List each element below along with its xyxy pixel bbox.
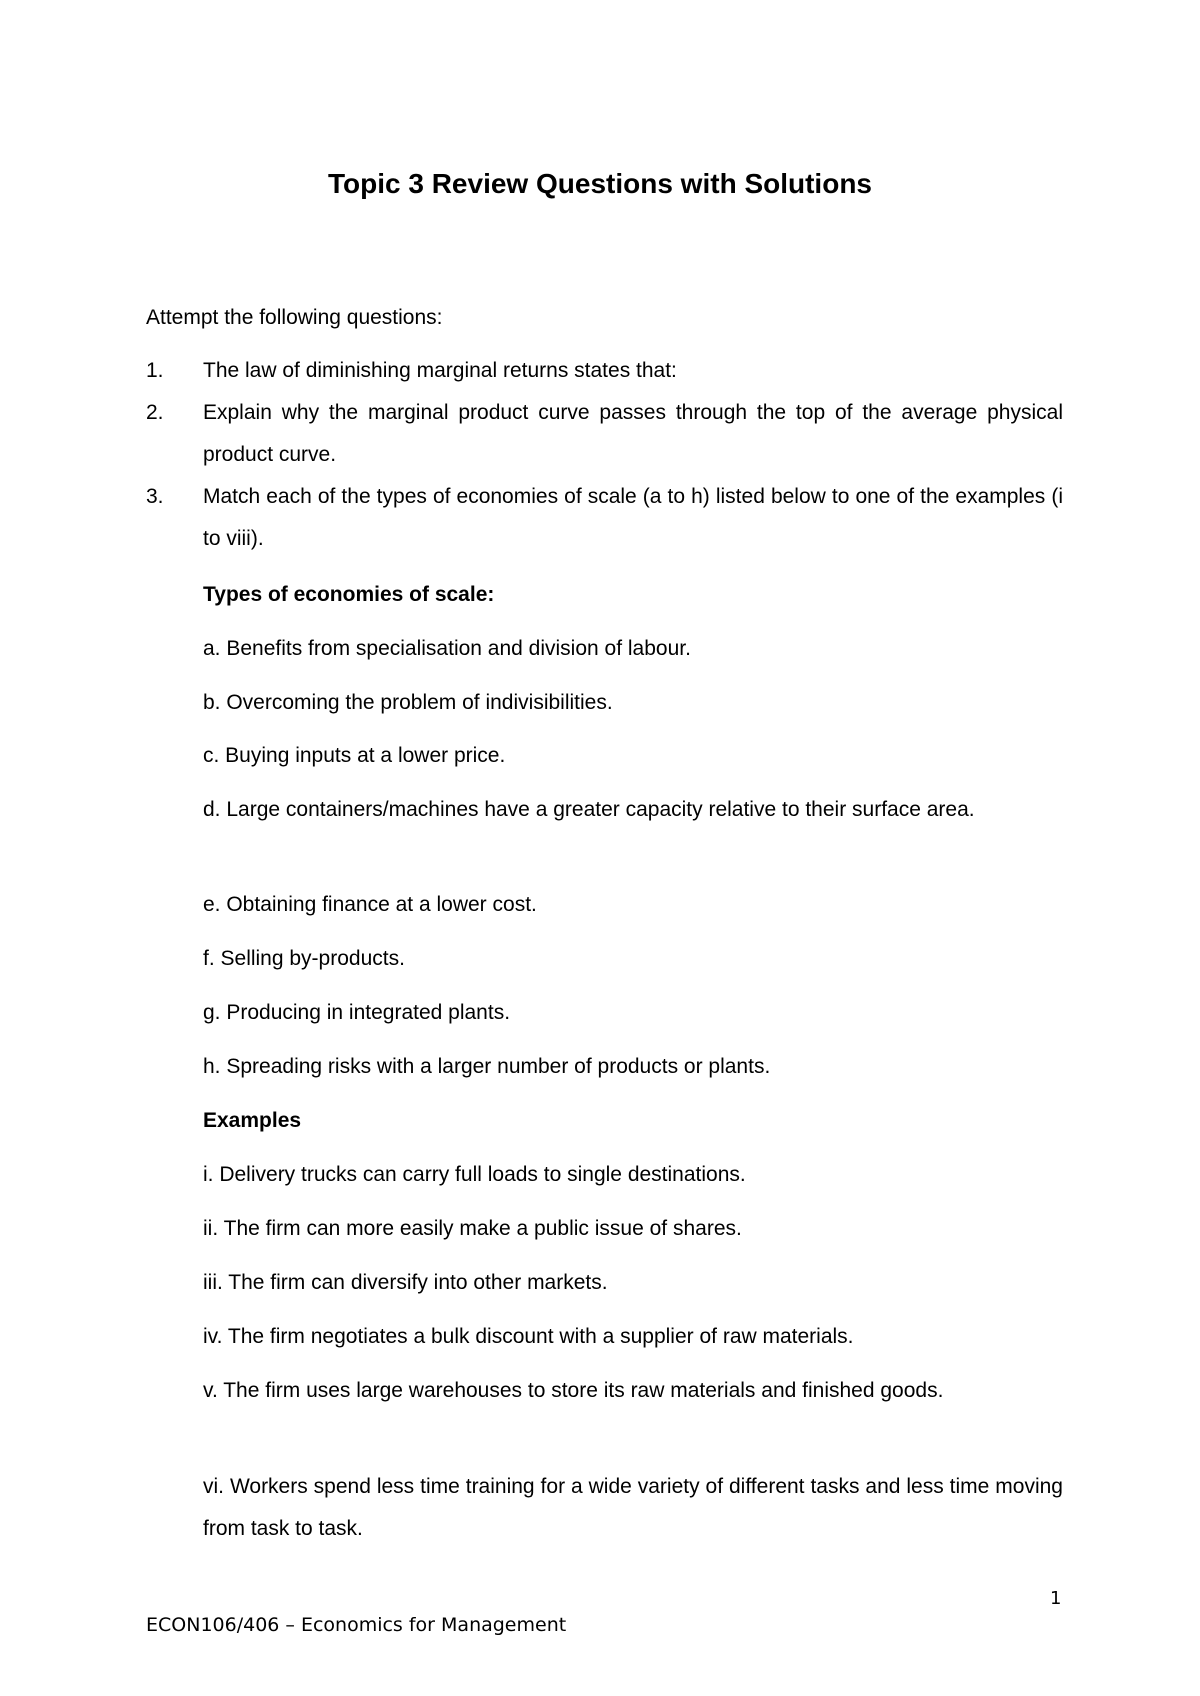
question-1 xyxy=(146,350,1063,392)
types-heading: Types of economies of scale: xyxy=(203,583,495,606)
question-2 xyxy=(146,392,1063,476)
examples-heading: Examples xyxy=(203,1109,302,1132)
page-number: 1 xyxy=(1050,1588,1062,1609)
question-3 xyxy=(146,476,1063,560)
example-item-iii: iii. The firm can diversify into other markets. xyxy=(203,1271,608,1294)
intro-text: Attempt the following questions: xyxy=(146,306,443,329)
example-item-i: i. Delivery trucks can carry full loads to single destinations. xyxy=(203,1163,746,1186)
page-title: Topic 3 Review Questions with Solutions xyxy=(328,168,872,199)
example-item-vi: vi. Workers spend less time training for a wide variety of different tasks and less time moving from task to task. xyxy=(203,1475,1063,1540)
question-text: Match each of the types of economies of scale (a to h) listed below to one of the examples (i to viii). xyxy=(203,485,1063,550)
question-number: 3. xyxy=(146,485,164,508)
example-item-v: v. The firm uses large warehouses to store its raw materials and finished goods. xyxy=(203,1379,944,1402)
question-text: Explain why the marginal product curve passes through the top of the average physical product curve. xyxy=(203,401,1063,466)
example-item-iv: iv. The firm negotiates a bulk discount with a supplier of raw materials. xyxy=(203,1325,854,1348)
type-item-c: c. Buying inputs at a lower price. xyxy=(203,744,506,767)
type-item-d: d. Large containers/machines have a greater capacity relative to their surface area. xyxy=(203,798,975,821)
type-item-a: a. Benefits from specialisation and division of labour. xyxy=(203,637,691,660)
question-text: The law of diminishing marginal returns states that: xyxy=(203,359,677,382)
type-item-e: e. Obtaining finance at a lower cost. xyxy=(203,893,537,916)
page-footer: ECON106/406 – Economics for Management xyxy=(146,1614,567,1636)
question-number: 2. xyxy=(146,401,164,424)
example-item-ii: ii. The firm can more easily make a public issue of shares. xyxy=(203,1217,742,1240)
question-number: 1. xyxy=(146,359,164,382)
type-item-f: f. Selling by-products. xyxy=(203,947,405,970)
type-item-h: h. Spreading risks with a larger number of products or plants. xyxy=(203,1055,771,1078)
type-item-g: g. Producing in integrated plants. xyxy=(203,1001,511,1024)
type-item-b: b. Overcoming the problem of indivisibilities. xyxy=(203,691,613,714)
